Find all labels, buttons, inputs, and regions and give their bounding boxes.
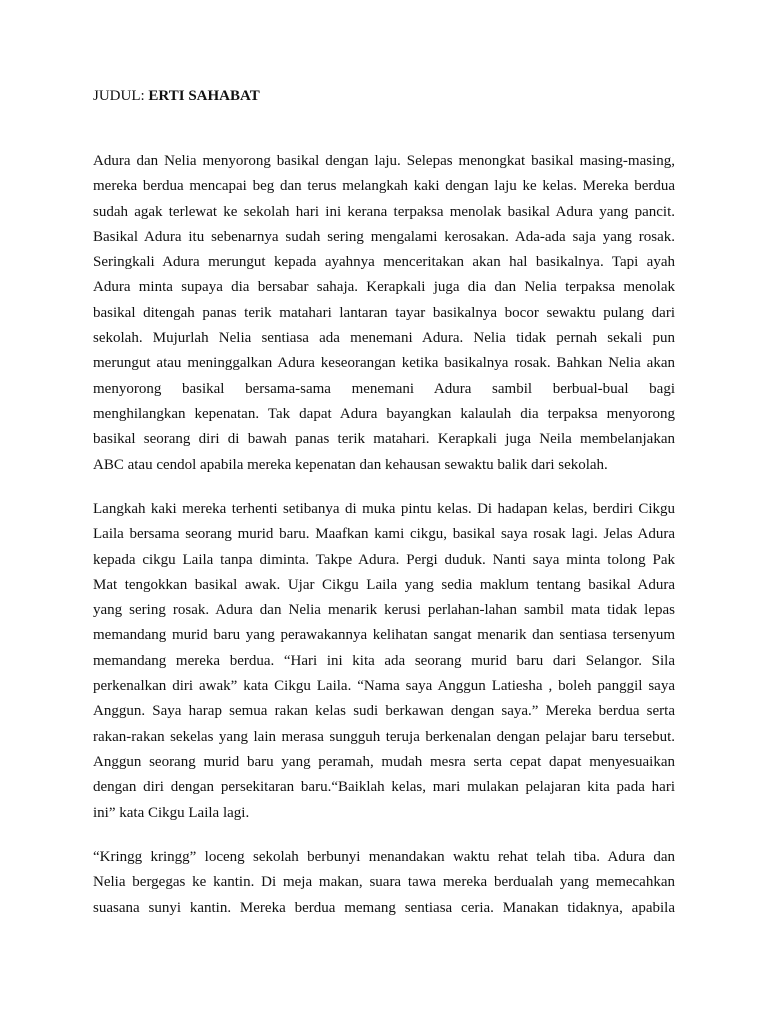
paragraph-line: perkenalkan diri awak” kata Cikgu Laila. “Nama saya Anggun Latiesha , boleh panggil saya bbox=[93, 678, 675, 695]
paragraph-line: sekolah. Mujurlah Nelia sentiasa ada menemani Adura. Nelia tidak pernah sekali pun bbox=[93, 330, 675, 347]
title-label: JUDUL: bbox=[93, 88, 149, 104]
paragraph-1 bbox=[93, 149, 675, 478]
paragraph-line: dengan diri dengan persekitaran baru.“Baiklah kelas, mari mulakan pelajaran kita pada hari bbox=[93, 779, 675, 796]
paragraph-line: basikal seorang diri di bawah panas terik matahari. Kerapkali juga Neila membelanjakan bbox=[93, 431, 675, 448]
paragraph-line: suasana sunyi kantin. Mereka berdua memang sentiasa ceria. Manakan tidaknya, apabila bbox=[93, 899, 675, 916]
paragraph-3 bbox=[93, 845, 675, 921]
paragraph-line: yang sering rosak. Adura dan Nelia menarik kerusi perlahan-lahan sambil mata tidak lepas bbox=[93, 602, 675, 619]
paragraph-line: mereka berdua mencapai beg dan terus melangkah kaki dengan laju ke kelas. Mereka berdua bbox=[93, 178, 675, 195]
paragraph-line: ABC atau cendol apabila mereka kepenatan dan kehausan sewaktu balik dari sekolah. bbox=[93, 456, 608, 473]
paragraph-line: rakan-rakan sekelas yang lain merasa sungguh teruja berkenalan dengan pelajar baru tersebut. bbox=[93, 728, 675, 745]
paragraph-line: menyorong basikal bersama-sama menemani Adura sambil berbual-bual bagi bbox=[93, 380, 675, 397]
paragraph-line: Laila bersama seorang murid baru. Maafkan kami cikgu, basikal saya rosak lagi. Jelas Adura bbox=[93, 526, 675, 543]
title-text: ERTI SAHABAT bbox=[148, 88, 260, 104]
paragraph-line: Adura minta supaya dia bersabar sahaja. Kerapkali juga dia dan Nelia terpaksa menolak bbox=[93, 279, 675, 296]
paragraph-line: Mat tengokkan basikal awak. Ujar Cikgu Laila yang sedia maklum tentang basikal Adura bbox=[93, 576, 675, 593]
paragraph-line: memandang mereka berdua. “Hari ini kita ada seorang murid baru dari Selangor. Sila bbox=[93, 652, 675, 669]
document-title bbox=[93, 86, 260, 106]
paragraph-2 bbox=[93, 497, 675, 826]
paragraph-line: Seringkali Adura merungut kepada ayahnya menceritakan akan hal basikalnya. Tapi ayah bbox=[93, 254, 675, 271]
paragraph-line: Langkah kaki mereka terhenti setibanya di muka pintu kelas. Di hadapan kelas, berdiri Cikgu bbox=[93, 501, 675, 517]
paragraph-line: Anggun seorang murid baru yang peramah, mudah mesra serta cepat dapat menyesuaikan bbox=[93, 753, 675, 770]
paragraph-line: ini” kata Cikgu Laila lagi. bbox=[93, 804, 250, 821]
paragraph-line: merungut atau meninggalkan Adura keseorangan ketika basikalnya rosak. Bahkan Nelia akan bbox=[93, 355, 675, 372]
paragraph-line: sudah agak terlewat ke sekolah hari ini kerana terpaksa menolak basikal Adura yang pancit. bbox=[93, 203, 675, 220]
paragraph-line: “Kringg kringg” loceng sekolah berbunyi menandakan waktu rehat telah tiba. Adura dan bbox=[93, 849, 675, 865]
paragraph-line: Nelia bergegas ke kantin. Di meja makan, suara tawa mereka berdualah yang memecahkan bbox=[93, 874, 675, 891]
paragraph-line: basikal ditengah panas terik matahari lantaran tayar basikalnya bocor sewaktu pulang dari bbox=[93, 304, 675, 321]
paragraph-line: Adura dan Nelia menyorong basikal dengan laju. Selepas menongkat basikal masing-masing, bbox=[93, 153, 675, 169]
paragraph-line: Basikal Adura itu sebenarnya sudah sering mengalami kerosakan. Ada-ada saja yang rosak. bbox=[93, 228, 675, 245]
paragraph-line: menghilangkan kepenatan. Tak dapat Adura bayangkan kalaulah dia terpaksa menyorong bbox=[93, 405, 675, 422]
paragraph-line: Anggun. Saya harap semua rakan kelas sudi berkawan dengan saya.” Mereka berdua serta bbox=[93, 703, 675, 720]
paragraph-line: memandang murid baru yang perawakannya kelihatan sangat menarik dan sentiasa tersenyum bbox=[93, 627, 675, 644]
paragraph-line: kepada cikgu Laila tanpa diminta. Takpe Adura. Pergi duduk. Nanti saya minta tolong Pak bbox=[93, 551, 675, 568]
